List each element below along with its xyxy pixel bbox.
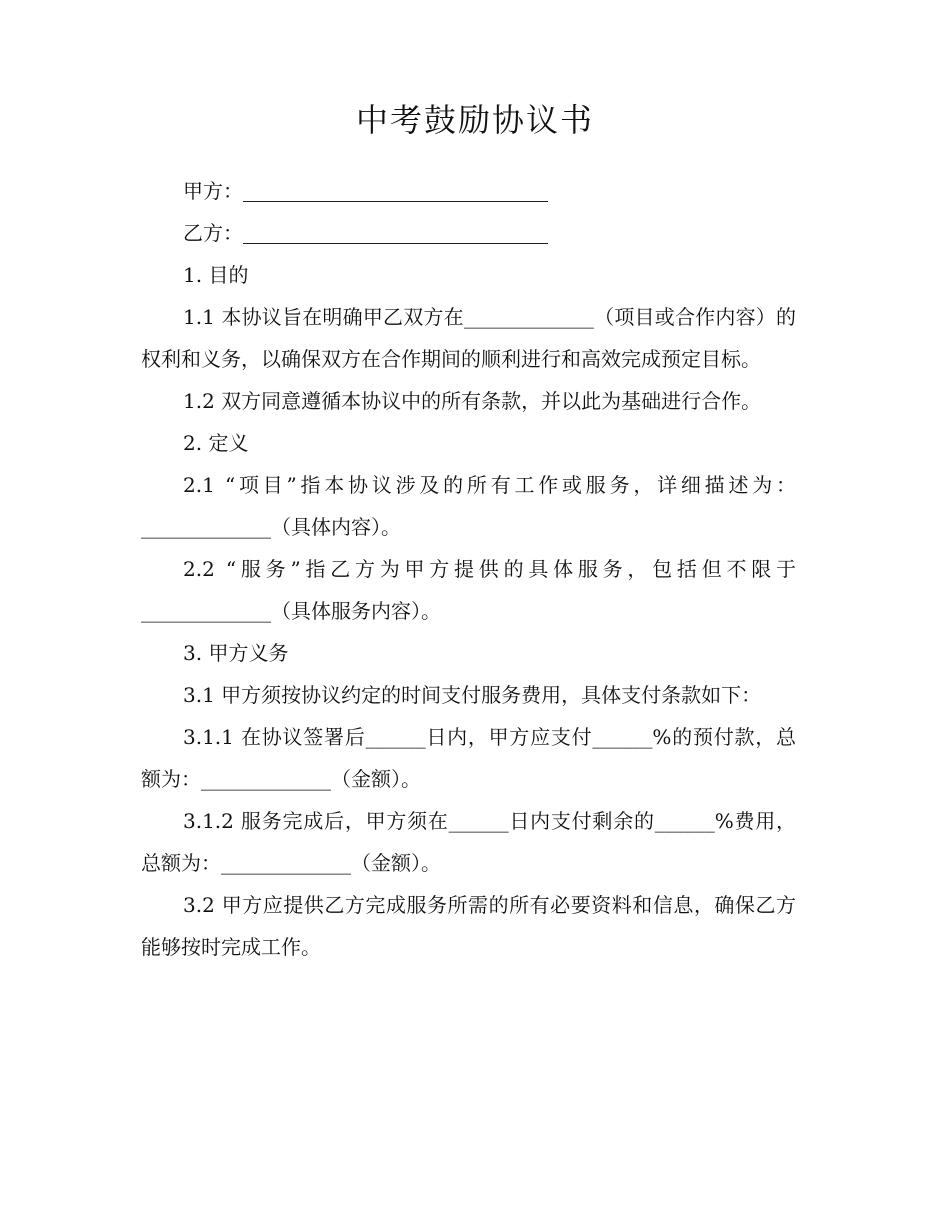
section-2-heading: 2. 定义 <box>183 431 249 455</box>
document-title: 中考鼓励协议书 <box>355 101 594 139</box>
clause-3-1-2: 3.1.2 服务完成后，甲方须在______日内支付剩余的______%费用，总额为：_____________（金额）。 <box>141 809 796 875</box>
party-a-label: 甲方： <box>183 179 243 203</box>
document-body <box>141 170 796 968</box>
clause-1-1: 1.1 本协议旨在明确甲乙双方在_____________（项目或合作内容）的权利和义务，以确保双方在合作期间的顺利进行和高效完成预定目标。 <box>141 305 796 371</box>
party-b-underline <box>243 219 548 244</box>
clause-2-1: 2.1 “项目”指本协议涉及的所有工作或服务，详细描述为：_____________（具体内容）。 <box>141 473 796 539</box>
party-a-line <box>141 170 796 212</box>
party-a-underline <box>243 177 548 202</box>
clause-3-1: 3.1 甲方须按协议约定的时间支付服务费用，具体支付条款如下： <box>183 683 762 707</box>
section-3-heading: 3. 甲方义务 <box>183 641 289 665</box>
clause-3-1-1: 3.1.1 在协议签署后______日内，甲方应支付______%的预付款，总额为：_____________（金额）。 <box>141 725 796 791</box>
party-b-label: 乙方： <box>183 221 243 245</box>
clause-1-2: 1.2 双方同意遵循本协议中的所有条款，并以此为基础进行合作。 <box>183 389 762 413</box>
clause-2-2: 2.2 “服务”指乙方为甲方提供的具体服务，包括但不限于_____________（具体服务内容）。 <box>141 557 796 623</box>
section-1-heading: 1. 目的 <box>183 263 249 287</box>
party-b-line <box>141 212 796 254</box>
clause-3-2: 3.2 甲方应提供乙方完成服务所需的所有必要资料和信息，确保乙方能够按时完成工作。 <box>141 893 796 959</box>
